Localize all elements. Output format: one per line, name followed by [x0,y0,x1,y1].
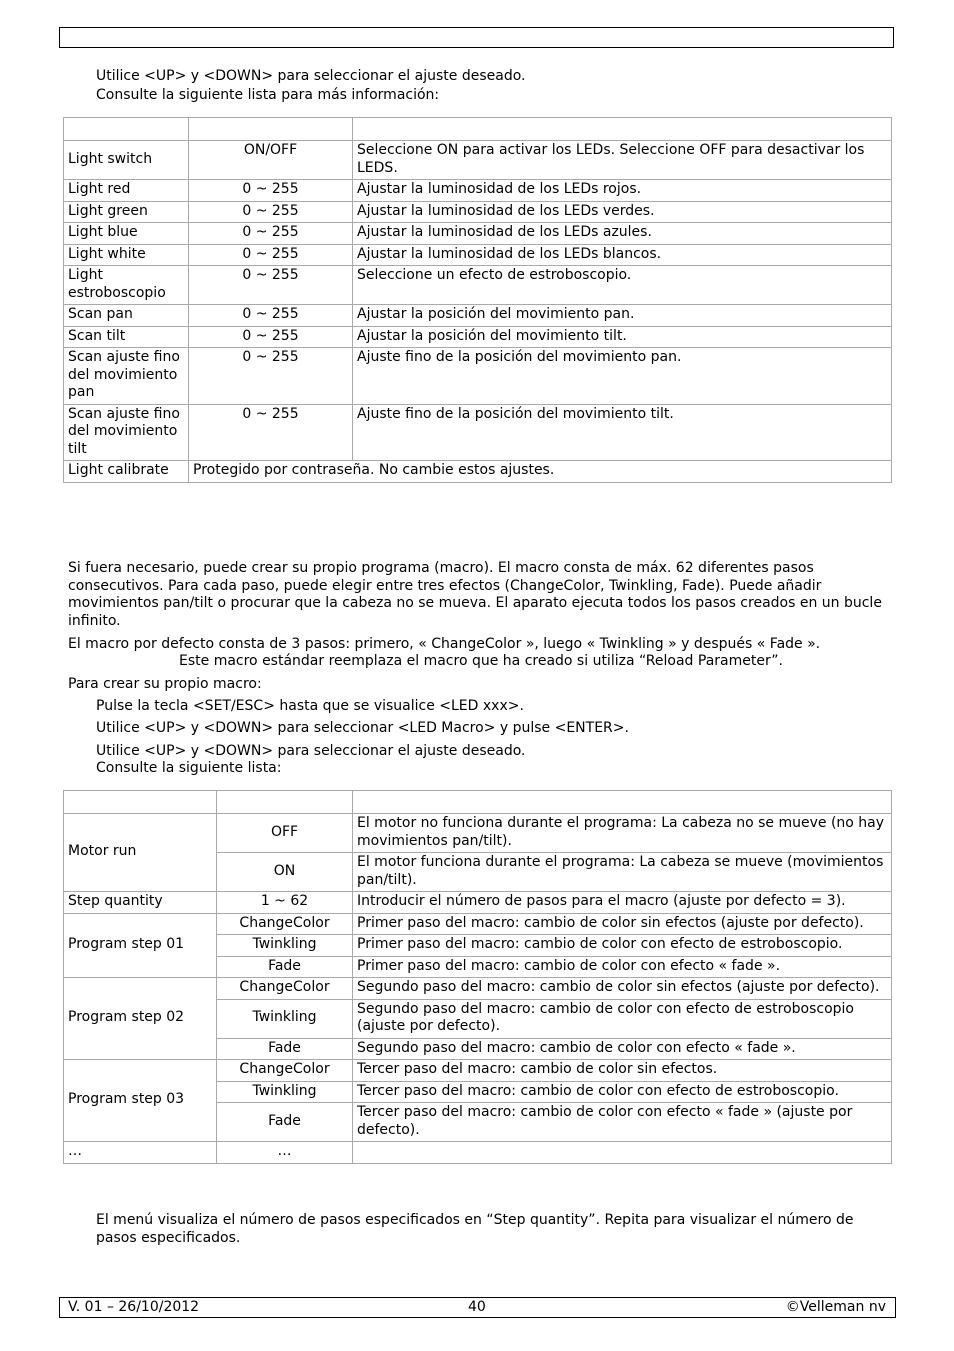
setting-range: ON/OFF [189,141,353,180]
header-cell [217,791,353,814]
setting-description: Ajustar la luminosidad de los LEDs rojos. [353,180,892,202]
setting-name: Scan ajuste fino del movimiento tilt [64,404,189,461]
table-header-row [64,118,892,141]
macro-paragraph-3: Para crear su propio macro: [68,676,262,692]
table-row [64,223,892,245]
table-row [64,404,892,461]
setting-range: 0 ~ 255 [189,180,353,202]
table-row [64,1142,892,1164]
setting-range: 0 ~ 255 [189,201,353,223]
setting-range: 0 ~ 255 [189,348,353,405]
setting-name: Light blue [64,223,189,245]
setting-name: Light green [64,201,189,223]
setting-description: Primer paso del macro: cambio de color sin efectos (ajuste por defecto). [353,913,892,935]
setting-description: Segundo paso del macro: cambio de color con efecto « fade ». [353,1038,892,1060]
table-row [64,913,892,935]
setting-name: Program step 01 [64,913,217,978]
intro-line-1: Utilice <UP> y <DOWN> para seleccionar el ajuste deseado. [96,68,526,84]
setting-name: Motor run [64,814,217,892]
header-cell [64,791,217,814]
table-row [64,348,892,405]
setting-description: Ajustar la luminosidad de los LEDs verdes. [353,201,892,223]
setting-description: Segundo paso del macro: cambio de color sin efectos (ajuste por defecto). [353,978,892,1000]
setting-name: Program step 03 [64,1060,217,1142]
setting-range: 0 ~ 255 [189,223,353,245]
macro-paragraph-1: Si fuera necesario, puede crear su propio programa (macro). El macro consta de máx. 62 diferentes pasos consecutivos. Para cada paso, puede elegir entre tres efectos (ChangeColor, Twinkling, Fade). Puede añadir movimientos pan/tilt o procurar que la cabeza no se mueva. El aparato ejecuta todos los pasos creados en un bucle infinito. [68,560,882,629]
setting-description: Segundo paso del macro: cambio de color con efecto de estroboscopio (ajuste por defecto). [353,999,892,1038]
setting-option: Fade [217,956,353,978]
setting-range: 0 ~ 255 [189,404,353,461]
setting-description: Ajuste fino de la posición del movimiento tilt. [353,404,892,461]
setting-name: Scan ajuste fino del movimiento pan [64,348,189,405]
macro-step-3a: Utilice <UP> y <DOWN> para seleccionar el ajuste deseado. [96,743,526,759]
setting-description: Ajustar la luminosidad de los LEDs azules. [353,223,892,245]
setting-description: Protegido por contraseña. No cambie estos ajustes. [189,461,892,483]
header-cell [353,791,892,814]
setting-description: Ajustar la posición del movimiento pan. [353,305,892,327]
footer-version: V. 01 – 26/10/2012 [68,1299,200,1315]
table-row [64,305,892,327]
setting-description: Introducir el número de pasos para el macro (ajuste por defecto = 3). [353,892,892,914]
closing-paragraph: El menú visualiza el número de pasos especificados en “Step quantity”. Repita para visualizar el número de pasos especificados. [96,1212,854,1246]
setting-name: Light estroboscopio [64,266,189,305]
macro-step-3b: Consulte la siguiente lista: [96,760,282,776]
page-footer [59,1297,896,1318]
setting-name: Program step 02 [64,978,217,1060]
setting-option: ChangeColor [217,978,353,1000]
setting-description: Ajustar la posición del movimiento tilt. [353,326,892,348]
table-row [64,244,892,266]
setting-description: Primer paso del macro: cambio de color con efecto de estroboscopio. [353,935,892,957]
setting-option: Fade [217,1103,353,1142]
setting-range: 0 ~ 255 [189,305,353,327]
settings-table [63,117,892,483]
table-row [64,1060,892,1082]
setting-description: Tercer paso del macro: cambio de color con efecto de estroboscopio. [353,1081,892,1103]
setting-description: Ajuste fino de la posición del movimiento pan. [353,348,892,405]
setting-description: Primer paso del macro: cambio de color con efecto « fade ». [353,956,892,978]
setting-description: Tercer paso del macro: cambio de color con efecto « fade » (ajuste por defecto). [353,1103,892,1142]
setting-name: Scan pan [64,305,189,327]
setting-name: Light calibrate [64,461,189,483]
setting-option: Fade [217,1038,353,1060]
setting-description: El motor no funciona durante el programa: La cabeza no se mueve (no hay movimientos pan/tilt). [353,814,892,853]
table-row [64,892,892,914]
setting-description: Tercer paso del macro: cambio de color sin efectos. [353,1060,892,1082]
setting-description: Seleccione un efecto de estroboscopio. [353,266,892,305]
table-row [64,141,892,180]
macro-note: Este macro estándar reemplaza el macro que ha creado si utiliza “Reload Parameter”. [179,653,784,669]
setting-range: 0 ~ 255 [189,266,353,305]
setting-range: 0 ~ 255 [189,244,353,266]
footer-copyright: ©Velleman nv [785,1299,886,1315]
macro-step-1: Pulse la tecla <SET/ESC> hasta que se visualice <LED xxx>. [96,698,524,714]
setting-description: Ajustar la luminosidad de los LEDs blancos. [353,244,892,266]
setting-option: ChangeColor [217,913,353,935]
setting-description: El motor funciona durante el programa: La cabeza se mueve (movimientos pan/tilt). [353,853,892,892]
table-row [64,978,892,1000]
table-row [64,266,892,305]
setting-option: Twinkling [217,1081,353,1103]
macro-paragraph-2: El macro por defecto consta de 3 pasos: primero, « ChangeColor », luego « Twinkling » y después « Fade ». [68,636,821,652]
table-row [64,326,892,348]
intro-line-2: Consulte la siguiente lista para más información: [96,87,440,103]
setting-name: Light white [64,244,189,266]
table-row [64,814,892,853]
table-row [64,461,892,483]
setting-option: Twinkling [217,935,353,957]
setting-description [353,1142,892,1164]
table-row [64,180,892,202]
setting-name: … [64,1142,217,1164]
setting-option: OFF [217,814,353,853]
setting-name: Step quantity [64,892,217,914]
setting-option: 1 ~ 62 [217,892,353,914]
footer-page-number: 40 [468,1299,486,1315]
table-header-row [64,791,892,814]
setting-name: Light switch [64,141,189,180]
header-cell [64,118,189,141]
setting-range: 0 ~ 255 [189,326,353,348]
setting-name: Scan tilt [64,326,189,348]
header-cell [189,118,353,141]
header-cell [353,118,892,141]
page-header-box [59,27,894,48]
setting-option: Twinkling [217,999,353,1038]
table-row [64,201,892,223]
macro-step-2: Utilice <UP> y <DOWN> para seleccionar <LED Macro> y pulse <ENTER>. [96,720,629,736]
setting-description: Seleccione ON para activar los LEDs. Seleccione OFF para desactivar los LEDS. [353,141,892,180]
macro-table [63,790,892,1164]
setting-name: Light red [64,180,189,202]
setting-option: … [217,1142,353,1164]
setting-option: ChangeColor [217,1060,353,1082]
setting-option: ON [217,853,353,892]
